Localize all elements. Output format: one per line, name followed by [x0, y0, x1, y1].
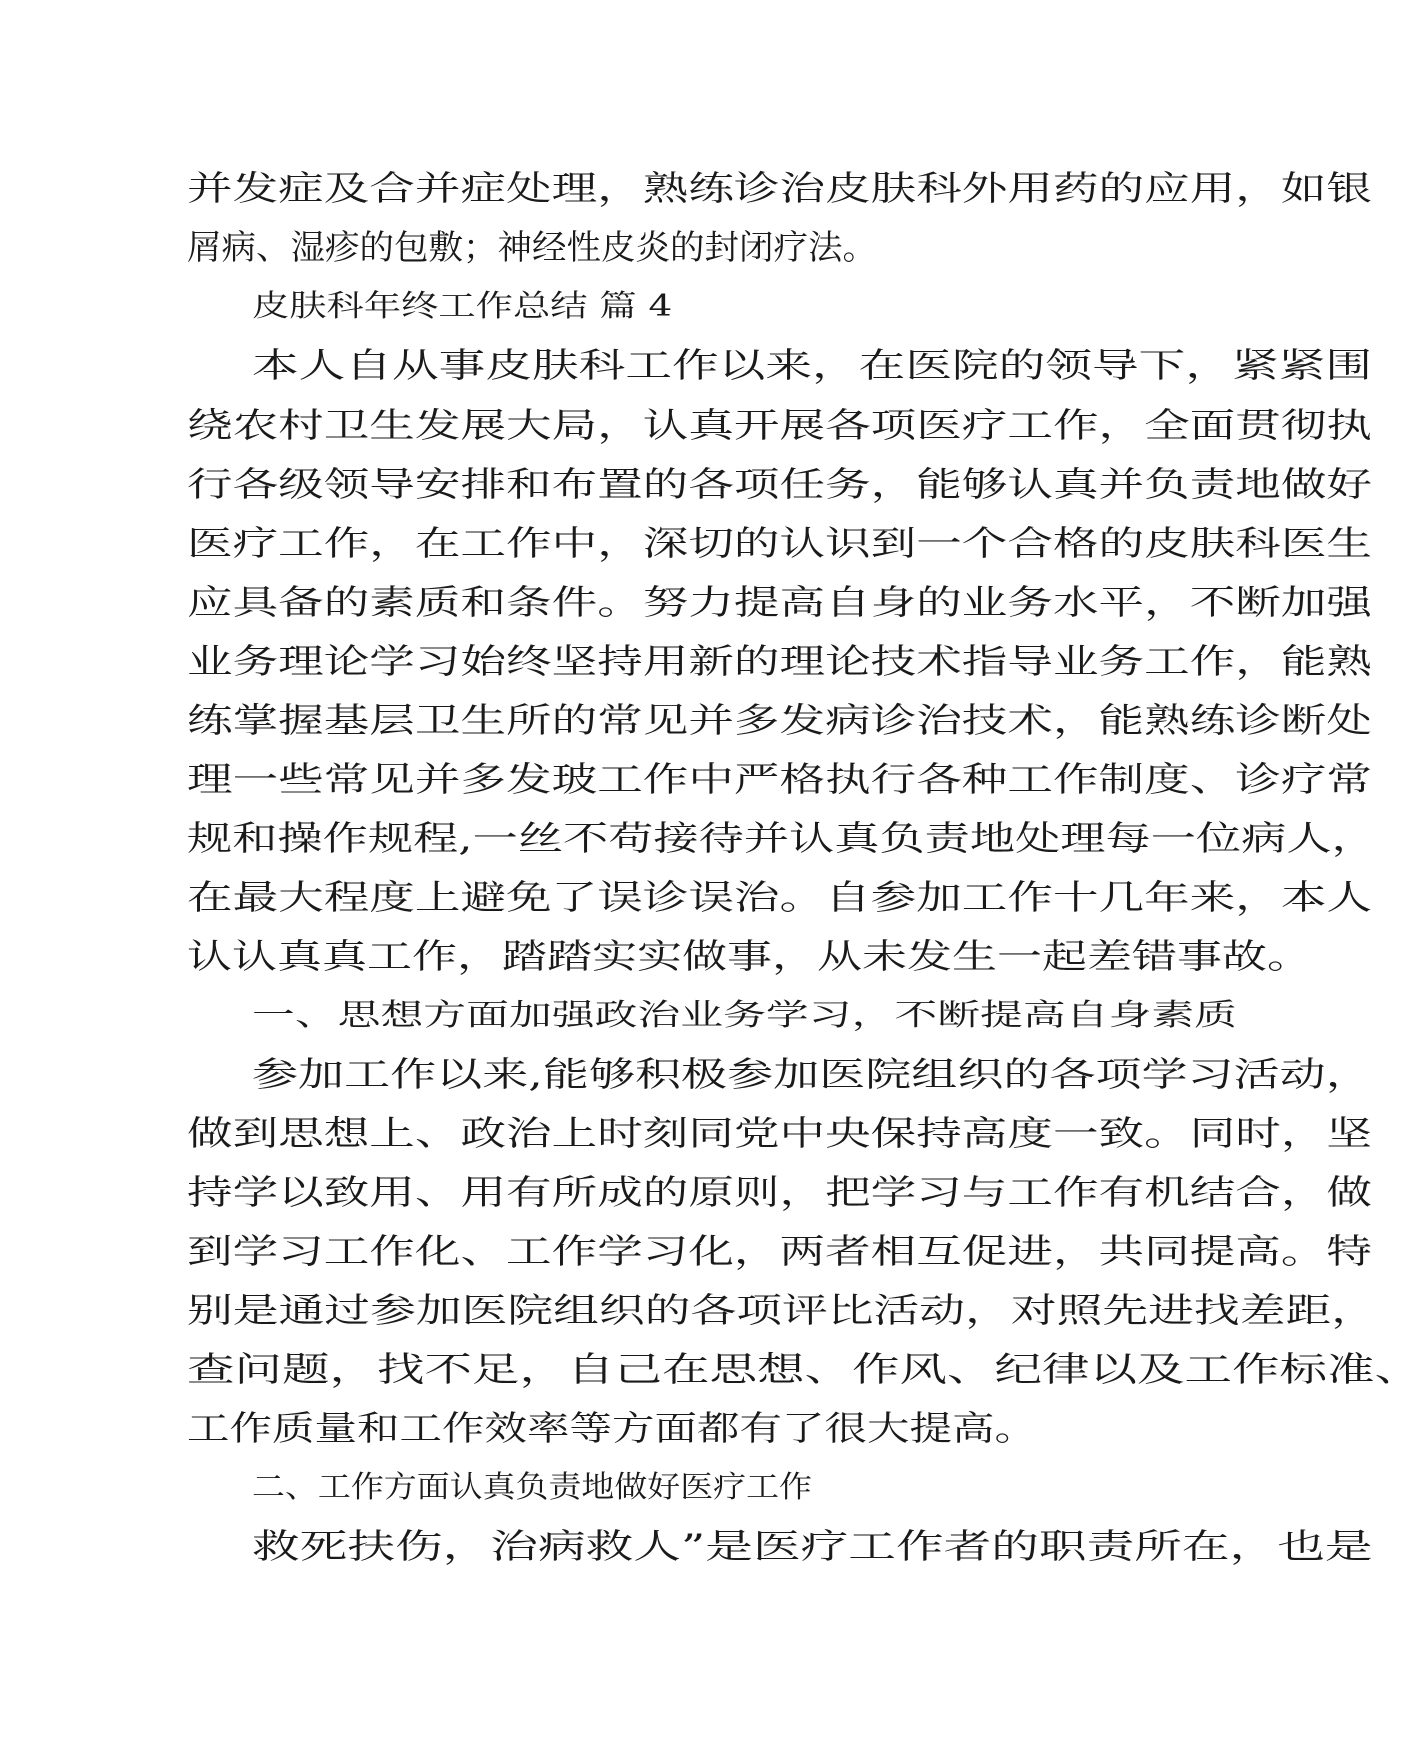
body-line-9: 业务理论学习始终坚持用新的理论技术指导业务工作，能熟 — [187, 642, 1372, 682]
body-line-7: 医疗工作，在工作中，深切的认识到一个合格的皮肤科医生 — [187, 524, 1372, 564]
body-line-22: 工作质量和工作效率等方面都有了很大提高。 — [187, 1409, 1037, 1449]
body-line-1: 并发症及合并症处理，熟练诊治皮肤科外用药的应用，如银 — [187, 169, 1372, 209]
body-line-2: 屑病、湿疹的包敷；神经性皮炎的封闭疗法。 — [187, 228, 877, 268]
body-line-11: 理一些常见并多发玻工作中严格执行各种工作制度、诊疗常 — [187, 760, 1372, 800]
subheading-2: 二、工作方面认真负责地做好医疗工作 — [252, 1470, 812, 1505]
body-line-6: 行各级领导安排和布置的各项任务，能够认真并负责地做好 — [187, 465, 1372, 505]
body-line-24: 救死扶伤，治病救人”是医疗工作者的职责所在，也是 — [252, 1527, 1373, 1567]
section-title: 皮肤科年终工作总结 篇 4 — [252, 289, 673, 324]
body-line-14: 认认真真工作，踏踏实实做事，从未发生一起差错事故。 — [187, 937, 1312, 977]
body-line-8: 应具备的素质和条件。努力提高自身的业务水平，不断加强 — [187, 583, 1372, 623]
body-line-18: 持学以致用、用有所成的原则，把学习与工作有机结合，做 — [187, 1173, 1372, 1213]
body-line-20: 别是通过参加医院组织的各项评比活动，对照先进找差距， — [187, 1291, 1377, 1331]
body-line-12: 规和操作规程,一丝不苟接待并认真负责地处理每一位病人， — [187, 819, 1377, 859]
subheading-1: 一、思想方面加强政治业务学习，不断提高自身素质 — [252, 998, 1237, 1033]
body-line-13: 在最大程度上避免了误诊误治。自参加工作十几年来，本人 — [187, 878, 1372, 918]
body-line-4: 本人自从事皮肤科工作以来，在医院的领导下，紧紧围 — [252, 346, 1372, 386]
body-line-19: 到学习工作化、工作学习化，两者相互促进，共同提高。特 — [187, 1232, 1372, 1272]
body-line-16: 参加工作以来,能够积极参加医院组织的各项学习活动， — [252, 1055, 1372, 1095]
body-line-5: 绕农村卫生发展大局，认真开展各项医疗工作，全面贯彻执 — [187, 406, 1372, 446]
body-line-17: 做到思想上、政治上时刻同党中央保持高度一致。同时，坚 — [187, 1114, 1372, 1154]
body-line-21: 查问题，找不足，自己在思想、作风、纪律以及工作标准、 — [187, 1350, 1422, 1390]
body-line-10: 练掌握基层卫生所的常见并多发病诊治技术，能熟练诊断处 — [187, 701, 1372, 741]
